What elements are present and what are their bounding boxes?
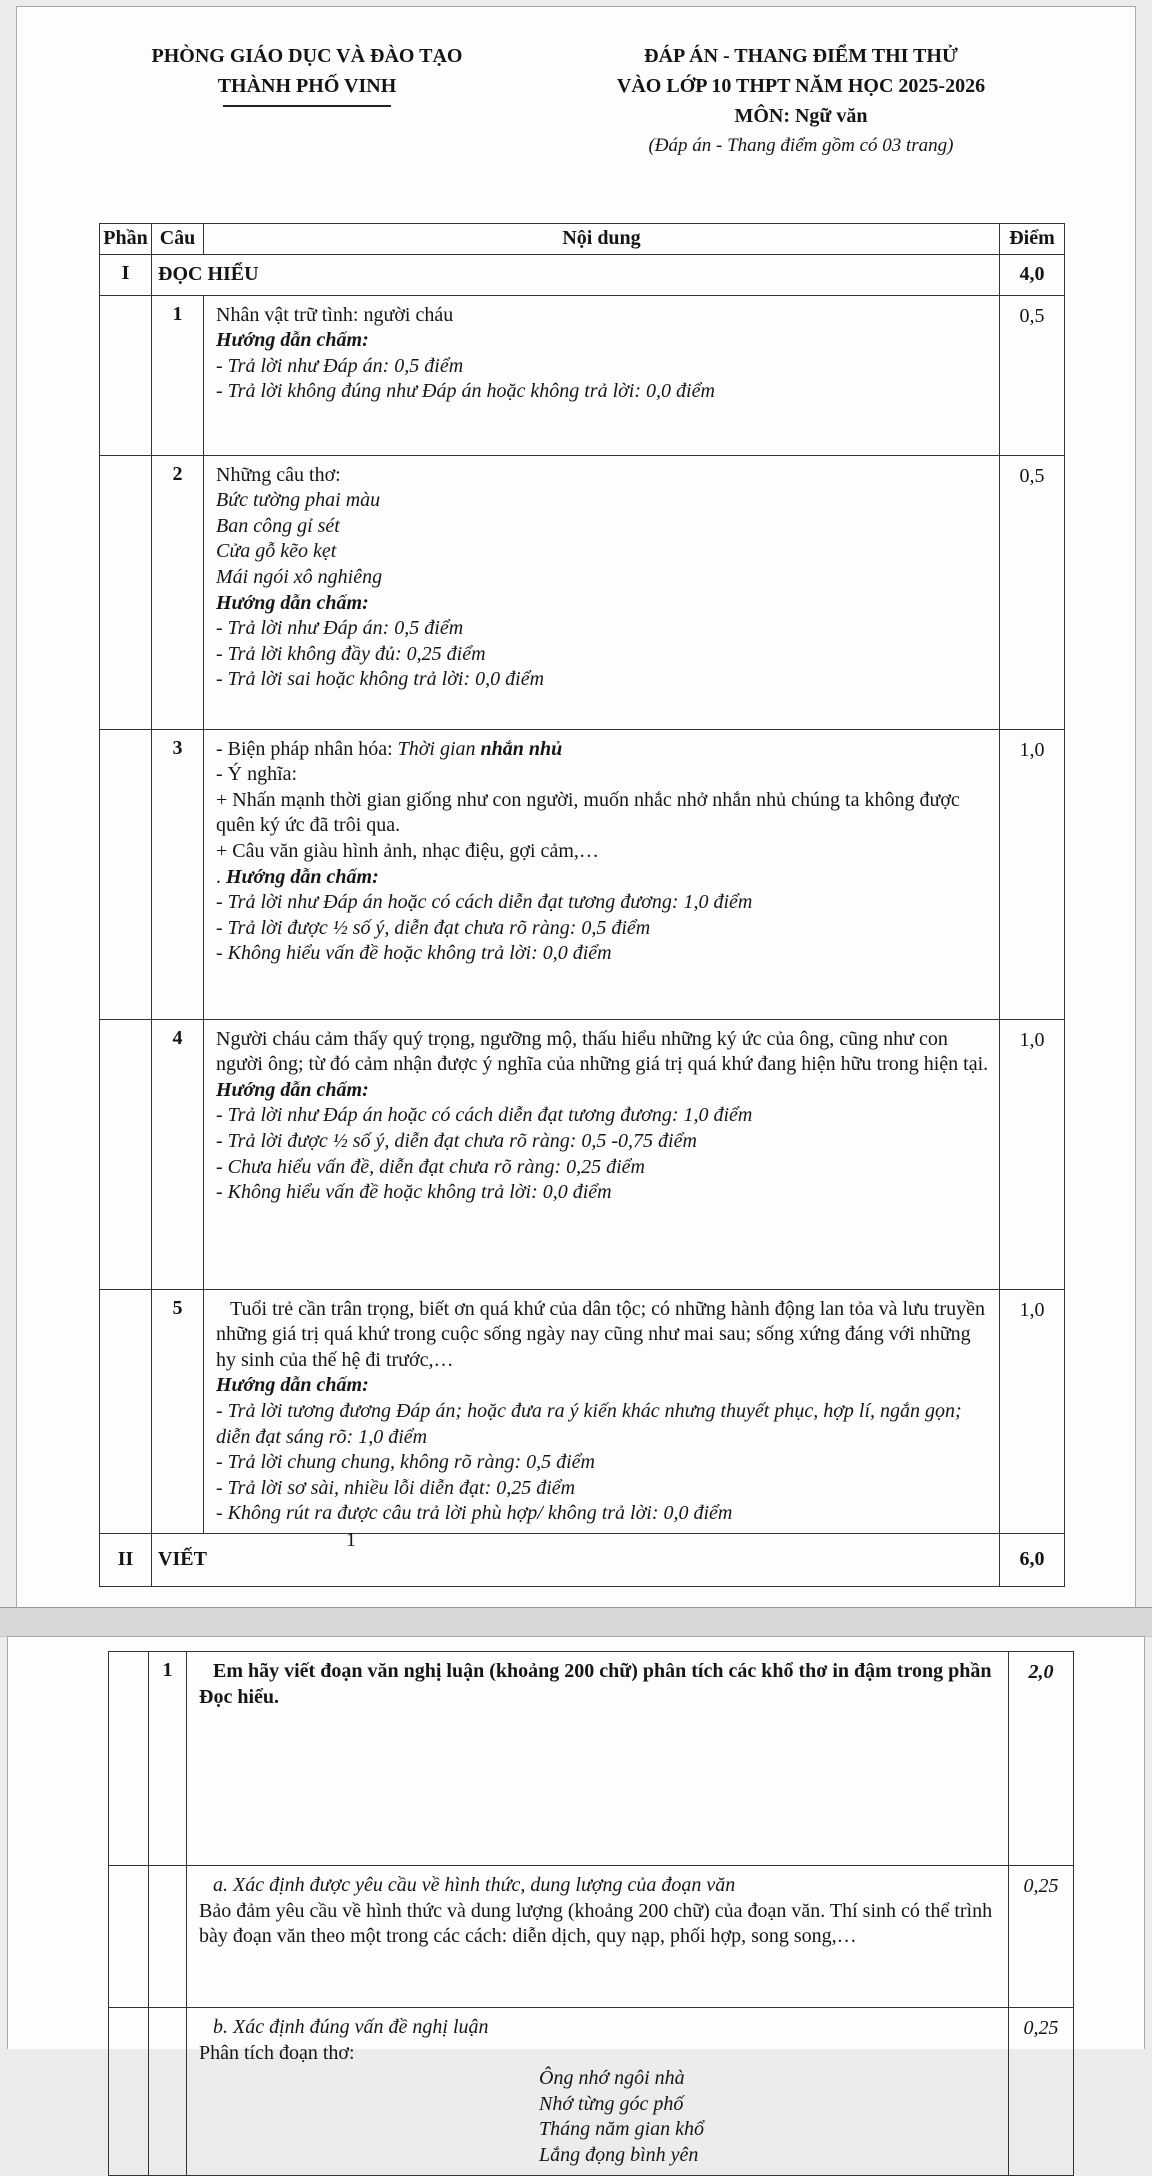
answer-line: + Câu văn giàu hình ảnh, nhạc điệu, gợi cảm,… bbox=[216, 839, 599, 862]
answer-text-bold-italic: nhắn nhủ bbox=[480, 737, 563, 760]
phan-cell-empty bbox=[109, 2008, 149, 2176]
answer-line: Nhân vật trữ tình: người cháu bbox=[216, 303, 454, 326]
phan-cell-empty bbox=[100, 1289, 152, 1533]
grading-line: - Không hiểu vấn đề hoặc không trả lời: 0,0 điểm bbox=[216, 942, 612, 965]
answer-text-italic: Thời gian bbox=[397, 737, 481, 760]
header-underline bbox=[223, 105, 391, 107]
grading-line: - Trả lời như Đáp án hoặc có cách diễn đạt tương đương: 1,0 điểm bbox=[216, 891, 753, 914]
answer-content-q5 bbox=[204, 1289, 1000, 1533]
grading-line: - Trả lời như Đáp án: 0,5 điểm bbox=[216, 617, 464, 640]
points-cell: 1,0 bbox=[1000, 1289, 1065, 1533]
poem-line: Nhớ từng góc phố bbox=[539, 2092, 684, 2115]
answer-key-table-page1 bbox=[99, 223, 1065, 1587]
phan-cell-empty bbox=[109, 1652, 149, 1866]
grading-line: - Không rút ra được câu trả lời phù hợp/ không trả lời: 0,0 điểm bbox=[216, 1502, 733, 1525]
section-row-reading bbox=[100, 254, 1065, 295]
grading-line: - Trả lời không đầy đủ: 0,25 điểm bbox=[216, 642, 486, 665]
cau-cell-empty bbox=[149, 1866, 187, 2008]
section-title: VIẾT bbox=[152, 1533, 1000, 1586]
col-header-diem: Điểm bbox=[1000, 224, 1065, 255]
grading-line: - Trả lời tương đương Đáp án; hoặc đưa ra ý kiến khác nhưng thuyết phục, hợp lí, ngắn gọn; diễn đạt sáng rõ: 1,0 điểm bbox=[216, 1399, 962, 1448]
issuer-city: THÀNH PHỐ VINH bbox=[217, 75, 397, 97]
answer-line: Những câu thơ: bbox=[216, 463, 341, 486]
question-number: 1 bbox=[149, 1652, 187, 1866]
grading-guide-heading: Hướng dẫn chấm: bbox=[216, 1374, 369, 1397]
document-header bbox=[17, 7, 1135, 161]
document-page-2 bbox=[7, 1636, 1145, 2166]
grading-line: - Trả lời chung chung, không rõ ràng: 0,5 điểm bbox=[216, 1451, 595, 1474]
doc-page-count-note: (Đáp án - Thang điểm gồm có 03 trang) bbox=[648, 135, 954, 156]
issuer-department: PHÒNG GIÁO DỤC VÀ ĐÀO TẠO bbox=[151, 45, 463, 67]
poem-line: Ban công gỉ sét bbox=[216, 514, 340, 537]
phan-cell-empty bbox=[100, 455, 152, 729]
answer-line: + Nhấn mạnh thời gian giống như con người, muốn nhắc nhở nhắn nhủ chúng ta không được quên ký ức đã trôi qua. bbox=[216, 788, 960, 837]
grading-guide-heading: Hướng dẫn chấm: bbox=[216, 329, 369, 352]
header-issuer-block bbox=[107, 41, 507, 161]
doc-title-line1: ĐÁP ÁN - THANG ĐIỂM THI THỬ bbox=[644, 45, 958, 67]
table-header-row bbox=[100, 224, 1065, 255]
grading-guide-heading: Hướng dẫn chấm: bbox=[216, 1078, 369, 1101]
criterion-heading: b. Xác định đúng vấn đề nghị luận bbox=[213, 2016, 489, 2038]
points-cell: 0,5 bbox=[1000, 455, 1065, 729]
section-points: 6,0 bbox=[1000, 1533, 1065, 1586]
col-header-noidung: Nội dung bbox=[204, 224, 1000, 255]
question-number: 4 bbox=[152, 1019, 204, 1289]
points-cell: 1,0 bbox=[1000, 1019, 1065, 1289]
criterion-b-content bbox=[187, 2008, 1009, 2176]
criterion-heading: a. Xác định được yêu cầu về hình thức, dung lượng của đoạn văn bbox=[213, 1874, 736, 1896]
answer-line-mixed bbox=[216, 737, 989, 763]
points-cell: 2,0 bbox=[1009, 1652, 1074, 1866]
table-row-q1 bbox=[100, 295, 1065, 455]
doc-subject: MÔN: Ngữ văn bbox=[734, 105, 868, 127]
section-row-writing bbox=[100, 1533, 1065, 1586]
section-title: ĐỌC HIỂU bbox=[152, 254, 1000, 295]
leading-dot: . bbox=[216, 865, 226, 888]
question-number: 1 bbox=[152, 295, 204, 455]
points-cell: 0,25 bbox=[1009, 1866, 1074, 2008]
poem-line: Mái ngói xô nghiêng bbox=[216, 565, 383, 588]
page-number: 1 bbox=[346, 1529, 356, 1551]
table-row-writing-q1 bbox=[109, 1652, 1074, 1866]
cau-cell-empty bbox=[149, 2008, 187, 2176]
page-separator bbox=[0, 1607, 1152, 1637]
phan-cell-empty bbox=[100, 295, 152, 455]
grading-line: - Chưa hiểu vấn đề, diễn đạt chưa rõ ràng: 0,25 điểm bbox=[216, 1155, 645, 1178]
grading-line: - Không hiểu vấn đề hoặc không trả lời: 0,0 điểm bbox=[216, 1181, 612, 1204]
col-header-phan: Phần bbox=[100, 224, 152, 255]
grading-line: - Trả lời sơ sài, nhiều lỗi diễn đạt: 0,25 điểm bbox=[216, 1476, 576, 1499]
criterion-a-content bbox=[187, 1866, 1009, 2008]
grading-line: - Trả lời được ½ số ý, diễn đạt chưa rõ ràng: 0,5 -0,75 điểm bbox=[216, 1129, 697, 1152]
poem-line: Bức tường phai màu bbox=[216, 489, 381, 512]
writing-task-statement: Em hãy viết đoạn văn nghị luận (khoảng 200 chữ) phân tích các khổ thơ in đậm trong phần Đọc hiểu. bbox=[199, 1660, 992, 1708]
points-cell: 0,5 bbox=[1000, 295, 1065, 455]
grading-guide-heading: Hướng dẫn chấm: bbox=[226, 865, 379, 888]
grading-line: - Trả lời như Đáp án: 0,5 điểm bbox=[216, 354, 464, 377]
section-points: 4,0 bbox=[1000, 254, 1065, 295]
phan-cell-empty bbox=[100, 729, 152, 1019]
header-title-block bbox=[507, 41, 1095, 161]
answer-content-q2 bbox=[204, 455, 1000, 729]
table-row-criterion-b bbox=[109, 2008, 1074, 2176]
points-cell: 0,25 bbox=[1009, 2008, 1074, 2176]
answer-line: Tuổi trẻ cần trân trọng, biết ơn quá khứ của dân tộc; có những hành động lan tỏa và lưu truyền những giá trị quá khứ trong cuộc sống ngày nay cũng như mai sau; sống xứng đáng với những hy sinh của thế hệ đi trước,… bbox=[216, 1297, 985, 1371]
table-row-criterion-a bbox=[109, 1866, 1074, 2008]
col-header-cau: Câu bbox=[152, 224, 204, 255]
table-row-q4 bbox=[100, 1019, 1065, 1289]
poem-line: Lắng đọng bình yên bbox=[539, 2143, 699, 2166]
table-row-q2 bbox=[100, 455, 1065, 729]
answer-key-table-page2 bbox=[108, 1651, 1074, 2176]
grading-guide-heading: Hướng dẫn chấm: bbox=[216, 591, 369, 614]
grading-guide-heading-line bbox=[216, 865, 989, 891]
answer-content-q4 bbox=[204, 1019, 1000, 1289]
grading-line: - Trả lời được ½ số ý, diễn đạt chưa rõ ràng: 0,5 điểm bbox=[216, 916, 651, 939]
criterion-body: Bảo đảm yêu cầu về hình thức và dung lượng (khoảng 200 chữ) của đoạn văn. Thí sinh có thể trình bày đoạn văn theo một trong các cách: diễn dịch, quy nạp, phối hợp, song song,… bbox=[199, 1899, 993, 1948]
criterion-body: Phân tích đoạn thơ: bbox=[199, 2041, 355, 2064]
grading-line: - Trả lời sai hoặc không trả lời: 0,0 điểm bbox=[216, 668, 545, 691]
table-row-q5 bbox=[100, 1289, 1065, 1533]
answer-line: - Ý nghĩa: bbox=[216, 763, 298, 786]
poem-line: Ông nhớ ngôi nhà bbox=[539, 2067, 685, 2090]
poem-line: Cửa gỗ kẽo kẹt bbox=[216, 540, 337, 563]
answer-content-q3 bbox=[204, 729, 1000, 1019]
doc-title-line2: VÀO LỚP 10 THPT NĂM HỌC 2025-2026 bbox=[616, 75, 986, 97]
answer-content-q1 bbox=[204, 295, 1000, 455]
grading-line: - Trả lời như Đáp án hoặc có cách diễn đạt tương đương: 1,0 điểm bbox=[216, 1104, 753, 1127]
section-number: II bbox=[100, 1533, 152, 1586]
answer-text: - Biện pháp nhân hóa: bbox=[216, 737, 398, 760]
table-row-q3 bbox=[100, 729, 1065, 1019]
poem-line: Tháng năm gian khổ bbox=[539, 2118, 704, 2141]
section-number: I bbox=[100, 254, 152, 295]
question-number: 2 bbox=[152, 455, 204, 729]
answer-line: Người cháu cảm thấy quý trọng, ngưỡng mộ, thấu hiểu những ký ức của ông, cũng như con người ông; từ đó cảm nhận được ý nghĩa của những giá trị quá khứ đang hiện hữu trong hiện tại. bbox=[216, 1027, 989, 1076]
writing-task-content bbox=[187, 1652, 1009, 1866]
phan-cell-empty bbox=[109, 1866, 149, 2008]
grading-line: - Trả lời không đúng như Đáp án hoặc không trả lời: 0,0 điểm bbox=[216, 380, 715, 403]
question-number: 3 bbox=[152, 729, 204, 1019]
points-cell: 1,0 bbox=[1000, 729, 1065, 1019]
phan-cell-empty bbox=[100, 1019, 152, 1289]
question-number: 5 bbox=[152, 1289, 204, 1533]
document-page-1 bbox=[16, 6, 1136, 1608]
